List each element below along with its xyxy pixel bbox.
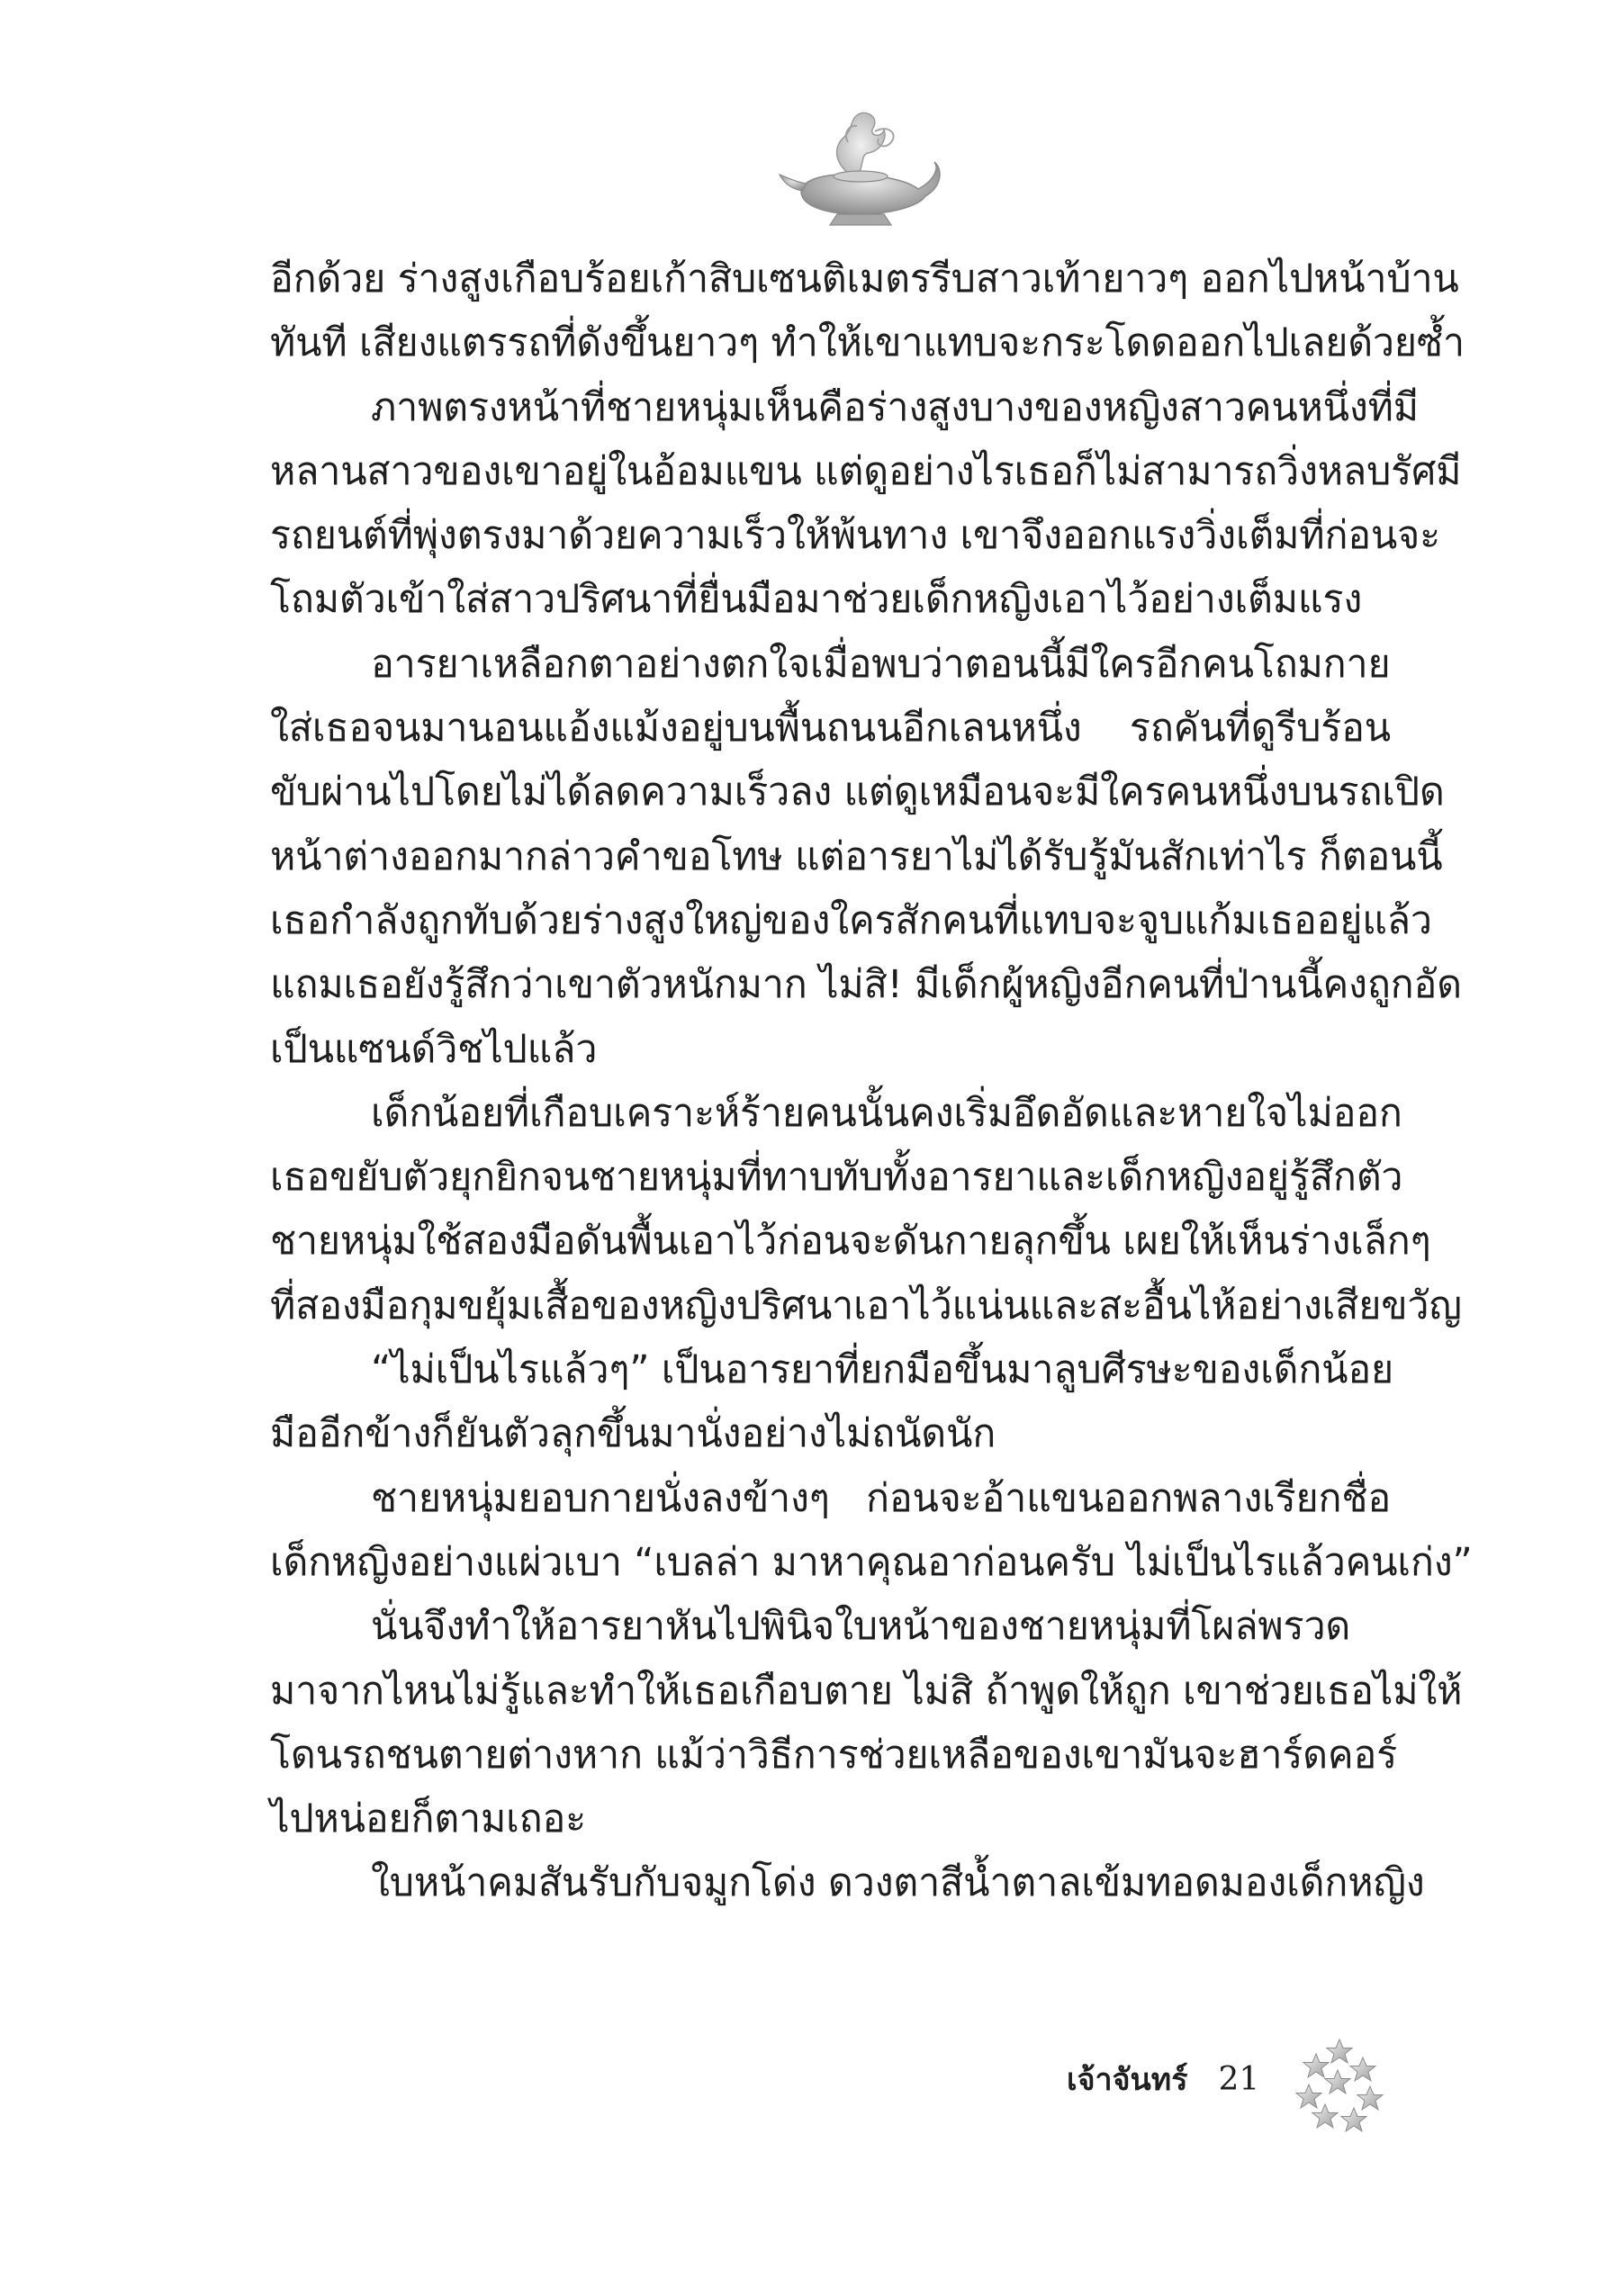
text-line: มาจากไหนไม่รู้และทำให้เธอเกือบตาย ไม่สิ ถ้าพูดให้ถูก เขาช่วยเธอไม่ให้ — [270, 1668, 1463, 1714]
text-line: หน้าต่างออกมากล่าวคำขอโทษ แต่อารยาไม่ได้รับรู้มันสักเท่าไร ก็ตอนนี้ — [270, 833, 1443, 879]
stars-cluster-icon — [1287, 2036, 1395, 2144]
text-line: เธอขยับตัวยุกยิกจนชายหนุ่มที่ทาบทับทั้งอารยาและเด็กหญิงอยู่รู้สึกตัว — [270, 1155, 1403, 1201]
text-line: มืออีกข้างก็ยันตัวลุกขึ้นมานั่งอย่างไม่ถนัดนัก — [270, 1411, 996, 1457]
text-line: “ไม่เป็นไรแล้วๆ” เป็นอารยาที่ยกมือขึ้นมาลูบศีรษะของเด็กน้อย — [371, 1347, 1393, 1393]
page-footer — [1067, 2052, 1259, 2106]
text-line: รถยนต์ที่พุ่งตรงมาด้วยความเร็วให้พ้นทาง เขาจึงออกแรงวิ่งเต็มที่ก่อนจะ — [270, 513, 1440, 559]
text-line: หลานสาวของเขาอยู่ในอ้อมแขน แต่ดูอย่างไรเธอก็ไม่สามารถวิ่งหลบรัศมี — [270, 448, 1462, 494]
magic-lamp-icon — [774, 106, 945, 232]
text-line: นั่นจึงทำให้อารยาหันไปพินิจใบหน้าของชายหนุ่มที่โผล่พรวด — [371, 1604, 1351, 1650]
text-line: เธอกำลังถูกทับด้วยร่างสูงใหญ่ของใครสักคนที่แทบจะจูบแก้มเธออยู่แล้ว — [270, 897, 1432, 943]
text-line: ขับผ่านไปโดยไม่ได้ลดความเร็วลง แต่ดูเหมือนจะมีใครคนหนึ่งบนรถเปิด — [270, 770, 1445, 815]
text-line: ชายหนุ่มใช้สองมือดันพื้นเอาไว้ก่อนจะดันกายลุกขึ้น เผยให้เห็นร่างเล็กๆ — [270, 1219, 1431, 1265]
text-line: แถมเธอยังรู้สึกว่าเขาตัวหนักมาก ไม่สิ! มีเด็กผู้หญิงอีกคนที่ป่านนี้คงถูกอัด — [270, 962, 1462, 1008]
text-line: ไปหน่อยก็ตามเถอะ — [270, 1796, 586, 1842]
text-line: ภาพตรงหน้าที่ชายหนุ่มเห็นคือร่างสูงบางของหญิงสาวคนหนึ่งที่มี — [371, 384, 1419, 430]
text-line: ที่สองมือกุมขยุ้มเสื้อของหญิงปริศนาเอาไว้แน่นและสะอื้นไห้อย่างเสียขวัญ — [270, 1283, 1462, 1328]
text-line: โดนรถชนตายต่างหาก แม้ว่าวิธีการช่วยเหลือของเขามันจะฮาร์ดคอร์ — [270, 1732, 1397, 1778]
text-line: เด็กน้อยที่เกือบเคราะห์ร้ายคนนั้นคงเริ่มอึดอัดและหายใจไม่ออก — [371, 1090, 1402, 1136]
text-line: ชายหนุ่มยอบกายนั่งลงข้างๆ ก่อนจะอ้าแขนออกพลางเรียกชื่อ — [371, 1475, 1391, 1521]
page-number: 21 — [1218, 2060, 1260, 2098]
body-text — [270, 248, 1473, 1916]
text-line: อารยาเหลือกตาอย่างตกใจเมื่อพบว่าตอนนี้มีใครอีกคนโถมกาย — [371, 641, 1391, 687]
text-line: ใบหน้าคมสันรับกับจมูกโด่ง ดวงตาสีน้ำตาลเข้มทอดมองเด็กหญิง — [371, 1860, 1425, 1906]
book-title: เจ้าจันทร์ — [1067, 2062, 1188, 2098]
text-line: โถมตัวเข้าใส่สาวปริศนาที่ยื่นมือมาช่วยเด็กหญิงเอาไว้อย่างเต็มแรง — [270, 577, 1363, 623]
text-line: ใส่เธอจนมานอนแอ้งแม้งอยู่บนพื้นถนนอีกเลนหนึ่ง รถคันที่ดูรีบร้อน — [270, 706, 1391, 752]
text-line: เด็กหญิงอย่างแผ่วเบา “เบลล่า มาหาคุณอาก่อนครับ ไม่เป็นไรแล้วคนเก่ง” — [270, 1539, 1473, 1585]
text-line: เป็นแซนด์วิชไปแล้ว — [270, 1026, 598, 1072]
text-line: ทันที เสียงแตรรถที่ดังขึ้นยาวๆ ทำให้เขาแทบจะกระโดดออกไปเลยด้วยซ้ำ — [270, 320, 1465, 366]
text-line: อีกด้วย ร่างสูงเกือบร้อยเก้าสิบเซนติเมตรรีบสาวเท้ายาวๆ ออกไปหน้าบ้าน — [270, 257, 1459, 302]
